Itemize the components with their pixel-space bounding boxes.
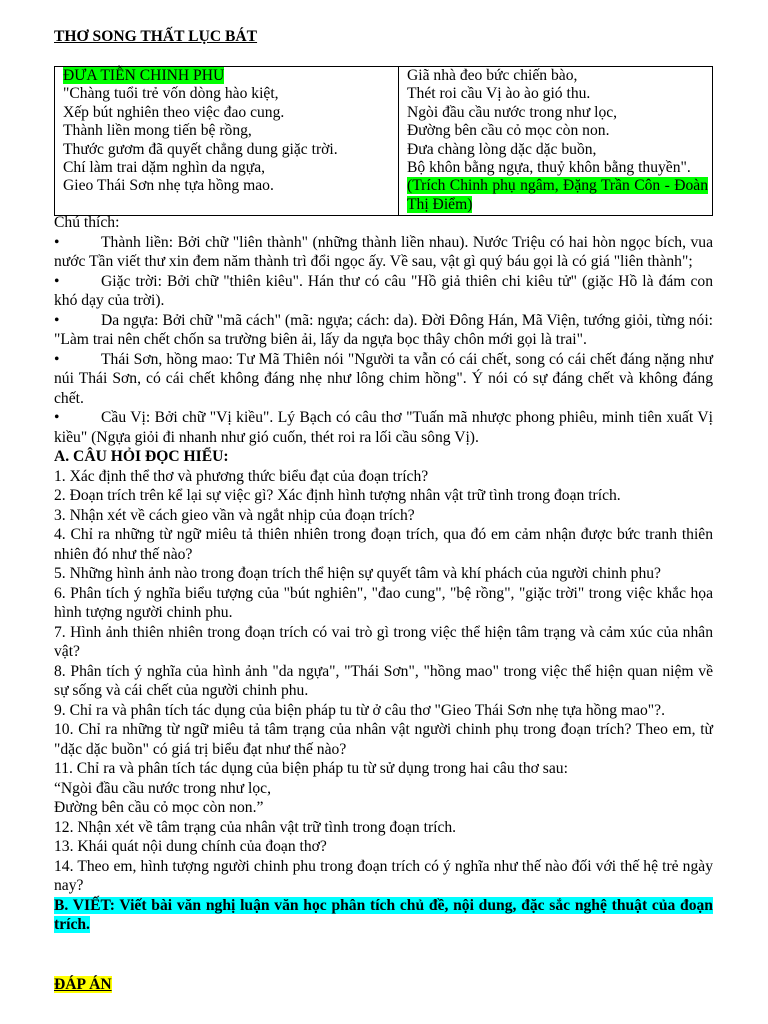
section-a-heading: A. CÂU HỎI ĐỌC HIỂU: [54,448,229,465]
answer-heading [54,976,112,994]
section-b [54,896,713,935]
note-text: Thái Sơn, hồng mao: Tư Mã Thiên nói "Người ta vẫn có cái chết, song có cái chết đáng nặng như núi Thái Sơn, có cái chết không đáng nhẹ như lông chim hồng". Ý nói có sự đáng chết và không đáng chết. [54,350,713,407]
answer-label: ĐÁP ÁN [54,976,112,993]
question-item: 7. Hình ảnh thiên nhiên trong đoạn trích có vai trò gì trong việc thể hiện tâm trạng và cảm xúc của nhân vật? [54,623,713,660]
note-item [54,311,713,350]
poem-heading: ĐƯA TIỄN CHINH PHU [63,67,225,84]
poem-line: Gieo Thái Sơn nhẹ tựa hồng mao. [63,177,274,195]
poem-line: Ngòi đầu cầu nước trong như lọc, [407,103,618,121]
poem-right-column [399,67,713,216]
note-text: Da ngựa: Bởi chữ "mã cách" (mã: ngựa; cách: da). Đời Đông Hán, Mã Viện, tướng giỏi, từng nói: "Làm trai nên chết chốn sa trường biên ải, lấy da ngựa bọc thây chôn mới gọi là trai". [54,311,713,348]
poem-line: "Chàng tuổi trẻ vốn dòng hào kiệt, [63,85,279,103]
bullet-icon: • [54,409,60,426]
poem-line: Đưa chàng lòng dặc dặc buồn, [407,140,597,158]
question-item: 11. Chỉ ra và phân tích tác dụng của biện pháp tu từ sử dụng trong hai câu thơ sau: [54,760,568,777]
note-item [54,350,713,409]
document-title: THƠ SONG THẤT LỤC BÁT [54,28,258,45]
poem-line: Thước gươm đã quyết chẳng dung giặc trời. [63,140,338,158]
note-text: Thành liền: Bởi chữ "liên thành" (những thành liền nhau). Nước Triệu có hai hòn ngọc bích, vua nước Tần viết thư xin đem năm thành trì đổi ngọc ấy. Về sau, vật gì quý báu gọi là có giá "liên thành"; [54,233,713,270]
question-item: 6. Phân tích ý nghĩa biểu tượng của "bút nghiên", "đao cung", "bệ rồng", "giặc trời" trong việc khắc họa hình tượng người chinh phu. [54,584,713,621]
question-item: 13. Khái quát nội dung chính của đoạn thơ? [54,838,327,855]
question-item: 10. Chỉ ra những từ ngữ miêu tả tâm trạng của nhân vật người chinh phụ trong đoạn trích? Theo em, từ "dặc dặc buồn" có giá trị biểu đạt như thế nào? [54,721,713,758]
question-item: 8. Phân tích ý nghĩa của hình ảnh "da ngựa", "Thái Sơn", "hồng mao" trong việc thể hiện quan niệm về sự sống và cái chết của người chinh phu. [54,662,713,699]
note-text: Cầu Vị: Bởi chữ "Vị kiều". Lý Bạch có câu thơ "Tuấn mã nhược phong phiêu, minh tiên xuất Vị kiều" (Ngựa giỏi đi nhanh như gió cuốn, thét roi ra lối cầu sông Vị). [54,409,713,446]
poem-line: Đường bên cầu cỏ mọc còn non. [407,122,610,140]
section-b-heading: B. VIẾT: [54,896,115,914]
poem-line: Thét roi cầu Vị ào ào gió thu. [407,85,591,103]
document-body [54,213,713,935]
question-item: 2. Đoạn trích trên kể lại sự việc gì? Xác định hình tượng nhân vật trữ tình trong đoạn trích. [54,487,621,504]
poem-left-column [55,67,399,216]
notes-label: Chú thích: [54,214,120,231]
poem-table [54,66,713,216]
bullet-icon: • [54,233,60,251]
quote-line: “Ngòi đầu cầu nước trong như lọc, [54,779,271,797]
bullet-icon: • [54,350,60,368]
poem-source: (Trích Chinh phụ ngâm, Đặng Trần Côn - Đoàn Thị Điểm) [407,177,708,213]
question-item: 3. Nhận xét về cách gieo vần và ngắt nhịp của đoạn trích? [54,506,415,524]
note-item [54,408,713,447]
poem-line: Thành liền mong tiến bệ rồng, [63,122,252,140]
poem-line: Xếp bút nghiên theo việc đao cung. [63,103,285,121]
question-item: 4. Chỉ ra những từ ngữ miêu tả thiên nhiên trong đoạn trích, qua đó em cảm nhận được bức tranh thiên nhiên đó như thế nào? [54,526,713,563]
question-item: 1. Xác định thể thơ và phương thức biểu đạt của đoạn trích? [54,467,429,485]
bullet-icon: • [54,311,60,329]
poem-line: Giã nhà đeo bức chiến bào, [407,67,578,84]
question-item: 14. Theo em, hình tượng người chinh phu trong đoạn trích có ý nghĩa như thế nào đối với thế hệ trẻ ngày nay? [54,857,713,894]
question-item: 5. Những hình ảnh nào trong đoạn trích thể hiện sự quyết tâm và khí phách của người chinh phu? [54,565,661,582]
question-item: 12. Nhận xét về tâm trạng của nhân vật trữ tình trong đoạn trích. [54,818,457,836]
note-item [54,233,713,272]
question-item: 9. Chỉ ra và phân tích tác dụng của biện pháp tu từ ở câu thơ "Gieo Thái Sơn nhẹ tựa hồng mao"?. [54,701,665,719]
quote-line: Đường bên cầu cỏ mọc còn non.” [54,799,264,816]
note-item [54,272,713,311]
bullet-icon: • [54,272,60,290]
note-text: Giặc trời: Bởi chữ "thiên kiêu". Hán thư có câu "Hồ giả thiên chi kiêu tử" (giặc Hồ là đám con khó dạy của trời). [54,272,713,309]
section-b-task: Viết bài văn nghị luận văn học phân tích chủ đề, nội dung, đặc sắc nghệ thuật của đoạn trích. [54,896,713,933]
poem-line: Bộ khôn bằng ngựa, thuỷ khôn bằng thuyền". [407,159,691,177]
poem-line: Chí làm trai dặm nghìn da ngựa, [63,159,266,177]
